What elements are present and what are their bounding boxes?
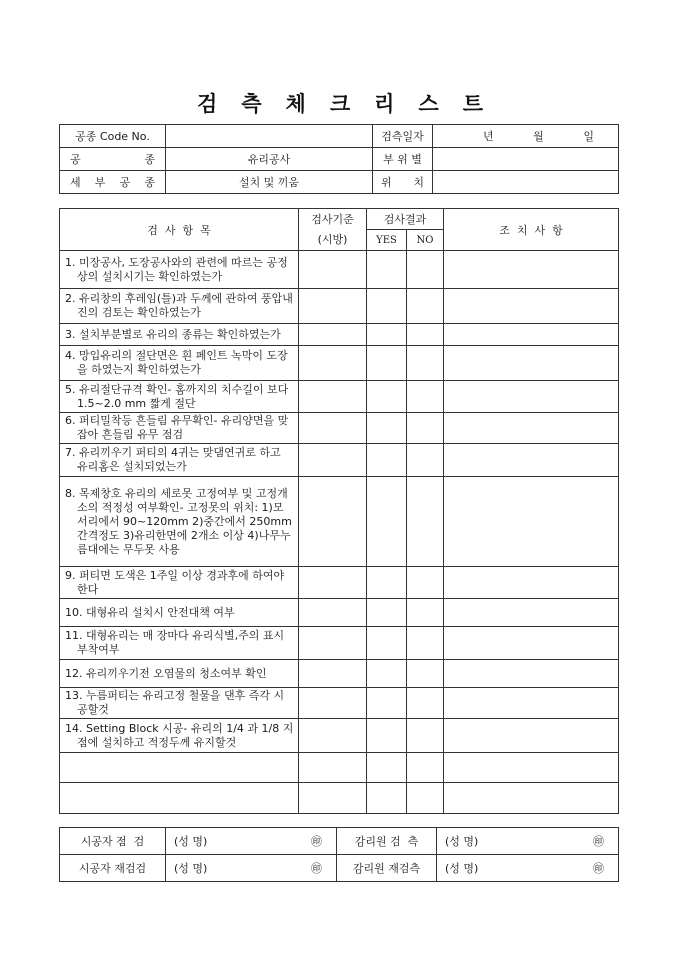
standard-cell[interactable]	[299, 719, 367, 753]
item-text	[60, 477, 299, 567]
no-cell[interactable]	[407, 477, 444, 567]
signature-table	[59, 827, 619, 882]
col-header-yes: YES	[367, 230, 407, 251]
item-label: 12. 유리끼우기전 오염물의 청소여부 확인	[65, 666, 267, 680]
table-row	[60, 719, 619, 753]
action-cell[interactable]	[444, 413, 619, 444]
action-cell[interactable]	[444, 381, 619, 413]
table-row	[60, 251, 619, 289]
table-row	[60, 567, 619, 599]
no-cell[interactable]	[407, 753, 444, 783]
supervisor-recheck-signature[interactable]	[437, 855, 619, 882]
action-cell[interactable]	[444, 783, 619, 814]
seal-icon: ㊞	[311, 862, 322, 875]
contractor-check-signature[interactable]	[166, 828, 337, 855]
col-header-item: 검 사 항 목	[60, 209, 299, 251]
no-cell[interactable]	[407, 660, 444, 688]
standard-cell[interactable]	[299, 477, 367, 567]
item-label: 14. Setting Block 시공- 유리의 1/4 과 1/8 지점에 설치하고 적정두께 유지할것	[65, 721, 294, 749]
item-text	[60, 719, 299, 753]
yes-cell[interactable]	[367, 627, 407, 660]
work-type-label-char: 종	[144, 153, 155, 166]
standard-cell[interactable]	[299, 599, 367, 627]
yes-cell[interactable]	[367, 251, 407, 289]
action-cell[interactable]	[444, 324, 619, 346]
supervisor-recheck-label: 감리원 재검측	[337, 855, 437, 882]
table-row	[60, 599, 619, 627]
table-row	[60, 346, 619, 381]
contractor-recheck-label: 시공자 재검검	[60, 855, 166, 882]
action-cell[interactable]	[444, 753, 619, 783]
action-cell[interactable]	[444, 346, 619, 381]
no-cell[interactable]	[407, 719, 444, 753]
checklist-table	[59, 208, 619, 814]
table-row	[60, 444, 619, 477]
item-label: 6. 퍼티밀착등 흔들림 유무확인- 유리양면을 맞잡아 흔들림 유무 점검	[65, 414, 289, 441]
yes-cell[interactable]	[367, 346, 407, 381]
item-text	[60, 599, 299, 627]
seal-icon: ㊞	[593, 835, 604, 848]
standard-cell[interactable]	[299, 688, 367, 719]
item-text[interactable]	[60, 783, 299, 814]
no-cell[interactable]	[407, 413, 444, 444]
item-label: 3. 설치부분별로 유리의 종류는 확인하였는가	[65, 327, 281, 341]
location-value-field[interactable]	[433, 171, 619, 194]
item-label: 8. 목제창호 유리의 세로못 고정여부 및 고정개소의 적정성 여부확인- 고정못의 위치: 1)모서리에서 90~120mm 2)중간에서 250mm 간격정도 3)유리한면에 2개소 이상 4)나무누름대에는 무두못 사용	[65, 486, 292, 556]
action-cell[interactable]	[444, 477, 619, 567]
standard-cell[interactable]	[299, 251, 367, 289]
yes-cell[interactable]	[367, 753, 407, 783]
table-row	[60, 413, 619, 444]
standard-cell[interactable]	[299, 567, 367, 599]
sub-work-value[interactable]: 설치 및 끼움	[166, 171, 373, 194]
item-text	[60, 251, 299, 289]
sub-work-label-char: 종	[144, 176, 155, 189]
yes-cell[interactable]	[367, 444, 407, 477]
table-row	[60, 688, 619, 719]
no-cell[interactable]	[407, 324, 444, 346]
item-label: 7. 유리끼우기 퍼티의 4귀는 맞댐연귀로 하고 유리홈은 설치되었는가	[65, 446, 281, 473]
contractor-recheck-signature[interactable]	[166, 855, 337, 882]
sub-work-label-char: 부	[94, 176, 106, 189]
action-cell[interactable]	[444, 627, 619, 660]
item-label: 11. 대형유리는 매 장마다 유리식별,주의 표시 부착여부	[65, 629, 285, 656]
no-cell[interactable]	[407, 289, 444, 324]
sub-work-label	[60, 171, 166, 194]
code-label: 공종 Code No.	[60, 125, 166, 148]
name-placeholder: (성 명)	[174, 862, 208, 875]
yes-cell[interactable]	[367, 381, 407, 413]
item-label: 4. 망입유리의 절단면은 흰 페인트 녹막이 도장을 하였는지 확인하였는가	[65, 349, 288, 376]
supervisor-check-signature[interactable]	[437, 828, 619, 855]
no-cell[interactable]	[407, 346, 444, 381]
item-text	[60, 688, 299, 719]
table-row	[60, 289, 619, 324]
action-cell[interactable]	[444, 599, 619, 627]
table-row	[60, 324, 619, 346]
month-label: 월	[533, 130, 544, 143]
table-row	[60, 660, 619, 688]
contractor-check-label: 시공자 점 검	[60, 828, 166, 855]
action-cell[interactable]	[444, 251, 619, 289]
day-label: 일	[583, 130, 594, 143]
sub-work-label-char: 공	[119, 176, 131, 189]
item-text	[60, 324, 299, 346]
seal-icon: ㊞	[593, 862, 604, 875]
yes-cell[interactable]	[367, 783, 407, 814]
supervisor-check-label: 감리원 검 측	[337, 828, 437, 855]
standard-cell[interactable]	[299, 324, 367, 346]
item-text[interactable]	[60, 753, 299, 783]
no-cell[interactable]	[407, 688, 444, 719]
item-label: 5. 유리절단규격 확인- 홈까지의 치수길이 보다 1.5~2.0 mm 짧게 절단	[65, 382, 289, 410]
yes-cell[interactable]	[367, 567, 407, 599]
no-cell[interactable]	[407, 381, 444, 413]
col-header-standard	[299, 209, 367, 251]
yes-cell[interactable]	[367, 477, 407, 567]
table-row	[60, 477, 619, 567]
sub-work-label-char: 세	[70, 176, 81, 189]
standard-cell[interactable]	[299, 381, 367, 413]
seal-icon: ㊞	[311, 835, 322, 848]
item-label: 9. 퍼티면 도색은 1주일 이상 경과후에 하여야 한다	[65, 568, 285, 596]
yes-cell[interactable]	[367, 413, 407, 444]
item-label: 13. 누름퍼티는 유리고정 철물을 댄후 즉각 시공할것	[65, 689, 285, 716]
yes-cell[interactable]	[367, 719, 407, 753]
item-text	[60, 660, 299, 688]
no-cell[interactable]	[407, 627, 444, 660]
inspect-date-label: 검측일자	[373, 125, 433, 148]
page-title: 검측체크리스트	[196, 91, 507, 116]
col-header-action: 조 치 사 항	[444, 209, 619, 251]
code-value-field[interactable]	[166, 125, 373, 148]
col-header-result: 검사결과	[367, 209, 444, 230]
inspect-date-field[interactable]	[433, 125, 619, 148]
col-header-no: NO	[407, 230, 444, 251]
standard-cell[interactable]	[299, 413, 367, 444]
header-info-table	[59, 124, 619, 194]
work-type-label	[60, 148, 166, 171]
table-row	[60, 783, 619, 814]
standard-cell[interactable]	[299, 783, 367, 814]
standard-cell[interactable]	[299, 289, 367, 324]
no-cell[interactable]	[407, 567, 444, 599]
yes-cell[interactable]	[367, 289, 407, 324]
yes-cell[interactable]	[367, 688, 407, 719]
item-text	[60, 444, 299, 477]
item-text	[60, 381, 299, 413]
location-label	[373, 171, 433, 194]
yes-cell[interactable]	[367, 324, 407, 346]
action-cell[interactable]	[444, 567, 619, 599]
table-row	[60, 627, 619, 660]
item-text	[60, 567, 299, 599]
standard-cell[interactable]	[299, 660, 367, 688]
year-label: 년	[483, 130, 494, 143]
item-text	[60, 289, 299, 324]
standard-cell[interactable]	[299, 627, 367, 660]
name-placeholder: (성 명)	[174, 835, 208, 848]
yes-cell[interactable]	[367, 660, 407, 688]
action-cell[interactable]	[444, 719, 619, 753]
location-label-char: 치	[413, 176, 424, 189]
action-cell[interactable]	[444, 660, 619, 688]
no-cell[interactable]	[407, 444, 444, 477]
no-cell[interactable]	[407, 783, 444, 814]
part-label: 부 위 별	[373, 148, 433, 171]
name-placeholder: (성 명)	[445, 835, 479, 848]
item-label: 1. 미장공사, 도장공사와의 관련에 따르는 공정상의 설치시기는 확인하였는가	[65, 255, 288, 283]
table-row	[60, 381, 619, 413]
standard-cell[interactable]	[299, 346, 367, 381]
item-label: 10. 대형유리 설치시 안전대책 여부	[65, 605, 235, 619]
name-placeholder: (성 명)	[445, 862, 479, 875]
standard-label: 검사기준	[311, 212, 354, 226]
part-value-field[interactable]	[433, 148, 619, 171]
action-cell[interactable]	[444, 688, 619, 719]
action-cell[interactable]	[444, 444, 619, 477]
location-label-char: 위	[381, 176, 392, 189]
work-type-value[interactable]: 유리공사	[166, 148, 373, 171]
standard-cell[interactable]	[299, 753, 367, 783]
no-cell[interactable]	[407, 599, 444, 627]
work-type-label-char: 공	[70, 153, 81, 166]
item-text	[60, 627, 299, 660]
no-cell[interactable]	[407, 251, 444, 289]
item-label: 2. 유리창의 후레임(틀)과 두께에 관하여 풍압내진의 검토는 확인하였는가	[65, 292, 293, 319]
standard-cell[interactable]	[299, 444, 367, 477]
table-row	[60, 753, 619, 783]
item-text	[60, 413, 299, 444]
yes-cell[interactable]	[367, 599, 407, 627]
item-text	[60, 346, 299, 381]
standard-sub-label: (시방)	[317, 232, 348, 246]
action-cell[interactable]	[444, 289, 619, 324]
